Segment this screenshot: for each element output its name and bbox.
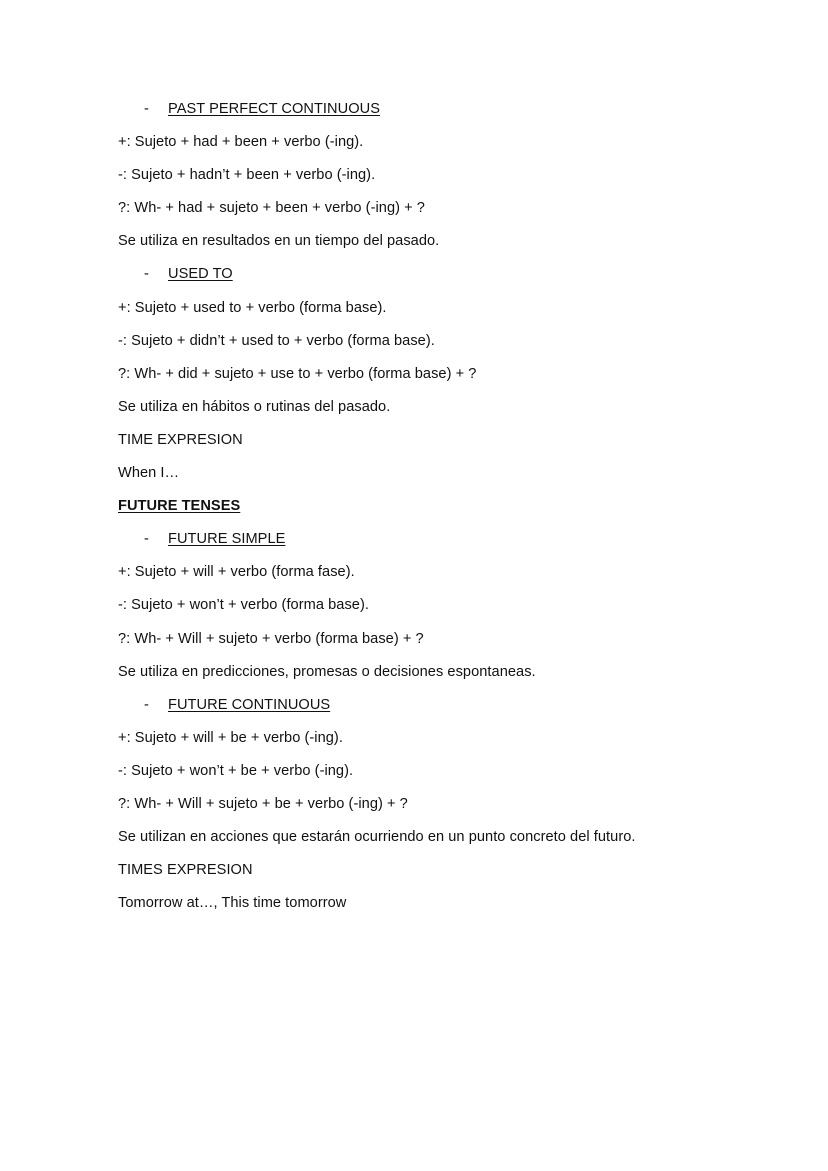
subheading-past-perfect-continuous	[118, 99, 738, 132]
usage-text: Se utiliza en predicciones, promesas o decisiones espontaneas.	[118, 663, 536, 680]
subheading-title: USED TO	[168, 266, 233, 283]
subheading-future-simple	[118, 529, 738, 562]
subheading-title: FUTURE SIMPLE	[168, 531, 286, 548]
usage-text: Se utilizan en acciones que estarán ocurriendo en un punto concreto del futuro.	[118, 829, 636, 846]
time-expression-label: TIMES EXPRESION	[118, 862, 253, 879]
subheading-title: FUTURE CONTINUOUS	[168, 696, 331, 713]
usage-text: Se utiliza en hábitos o rutinas del pasado.	[118, 398, 391, 415]
list-bullet: -	[144, 101, 149, 117]
negative-formula: -: Sujeto + won’t + be + verbo (-ing).	[118, 762, 354, 779]
subheading-title: PAST PERFECT CONTINUOUS	[168, 101, 380, 117]
subheading-future-continuous	[118, 695, 738, 728]
section-title: FUTURE TENSES	[118, 498, 241, 515]
affirmative-formula: +: Sujeto + had + been + verbo (-ing).	[118, 134, 364, 151]
affirmative-formula: +: Sujeto + will + verbo (forma fase).	[118, 564, 355, 581]
time-expression: When I…	[118, 465, 180, 482]
section-heading-future-tenses	[118, 496, 738, 529]
negative-formula: -: Sujeto + hadn’t + been + verbo (-ing).	[118, 167, 376, 184]
question-formula: ?: Wh- + did + sujeto + use to + verbo (forma base) + ?	[118, 365, 477, 382]
negative-formula: -: Sujeto + didn’t + used to + verbo (forma base).	[118, 332, 435, 349]
affirmative-formula: +: Sujeto + used to + verbo (forma base).	[118, 299, 387, 316]
question-formula: ?: Wh- + Will + sujeto + verbo (forma base) + ?	[118, 630, 424, 647]
time-expression: Tomorrow at…, This time tomorrow	[118, 895, 347, 912]
usage-text: Se utiliza en resultados en un tiempo del pasado.	[118, 233, 440, 250]
subheading-used-to	[118, 264, 738, 297]
list-bullet: -	[144, 531, 149, 548]
list-bullet: -	[144, 696, 149, 713]
question-formula: ?: Wh- + had + sujeto + been + verbo (-ing) + ?	[118, 200, 425, 217]
affirmative-formula: +: Sujeto + will + be + verbo (-ing).	[118, 729, 343, 746]
negative-formula: -: Sujeto + won’t + verbo (forma base).	[118, 597, 369, 614]
document-body	[118, 99, 738, 926]
time-expression-label: TIME EXPRESION	[118, 431, 243, 448]
list-bullet: -	[144, 266, 149, 283]
question-formula: ?: Wh- + Will + sujeto + be + verbo (-ing) + ?	[118, 795, 408, 812]
